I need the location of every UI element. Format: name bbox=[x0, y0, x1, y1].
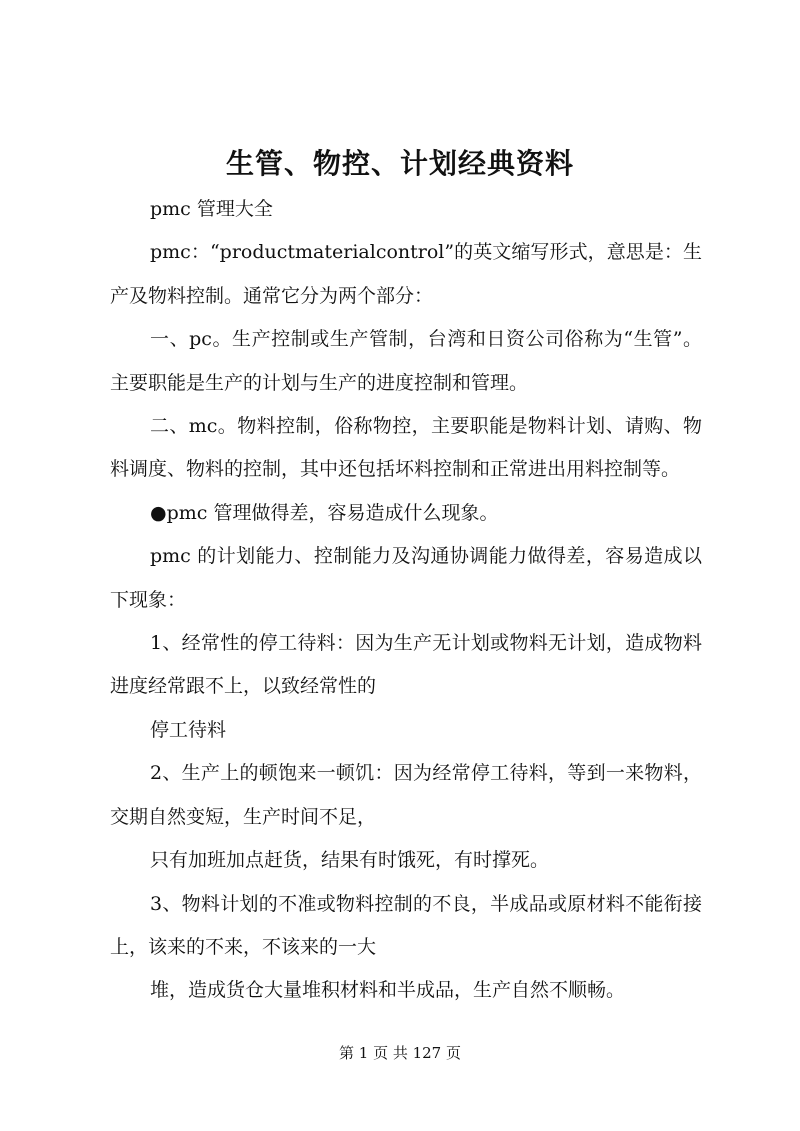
paragraph: 2、生产上的顿饱来一顿饥：因为经常停工待料，等到一来物料，交期自然变短，生产时间不足， bbox=[110, 762, 702, 828]
paragraph: pmc 管理大全 bbox=[150, 198, 273, 220]
paragraph: 二、mc。物料控制，俗称物控，主要职能是物料计划、请购、物料调度、物料的控制，其中还包括坏料控制和正常进出用料控制等。 bbox=[110, 415, 702, 481]
paragraph: pmc 的计划能力、控制能力及沟通协调能力做得差，容易造成以下现象： bbox=[110, 545, 702, 611]
paragraph: 只有加班加点赶货，结果有时饿死，有时撑死。 bbox=[150, 849, 550, 872]
paragraph: 一、pc。生产控制或生产管制，台湾和日资公司俗称为“生管”。主要职能是生产的计划与生产的进度控制和管理。 bbox=[110, 328, 702, 394]
paragraph: 堆，造成货仓大量堆积材料和半成品，生产自然不顺畅。 bbox=[150, 979, 626, 1002]
paragraph: 3、物料计划的不准或物料控制的不良，半成品或原材料不能衔接上，该来的不来，不该来的一大 bbox=[110, 892, 702, 958]
document-body bbox=[110, 188, 702, 1013]
paragraph: pmc：“productmaterialcontrol”的英文缩写形式，意思是：生产及物料控制。通常它分为两个部分： bbox=[110, 241, 702, 307]
paragraph: ●pmc 管理做得差，容易造成什么现象。 bbox=[150, 501, 499, 524]
page-footer: 第 1 页 共 127 页 bbox=[338, 1044, 461, 1062]
document-title: 生管、物控、计划经典资料 bbox=[225, 147, 574, 180]
paragraph: 停工待料 bbox=[150, 718, 227, 741]
paragraph: 1、经常性的停工待料：因为生产无计划或物料无计划，造成物料进度经常跟不上，以致经常性的 bbox=[110, 632, 702, 698]
